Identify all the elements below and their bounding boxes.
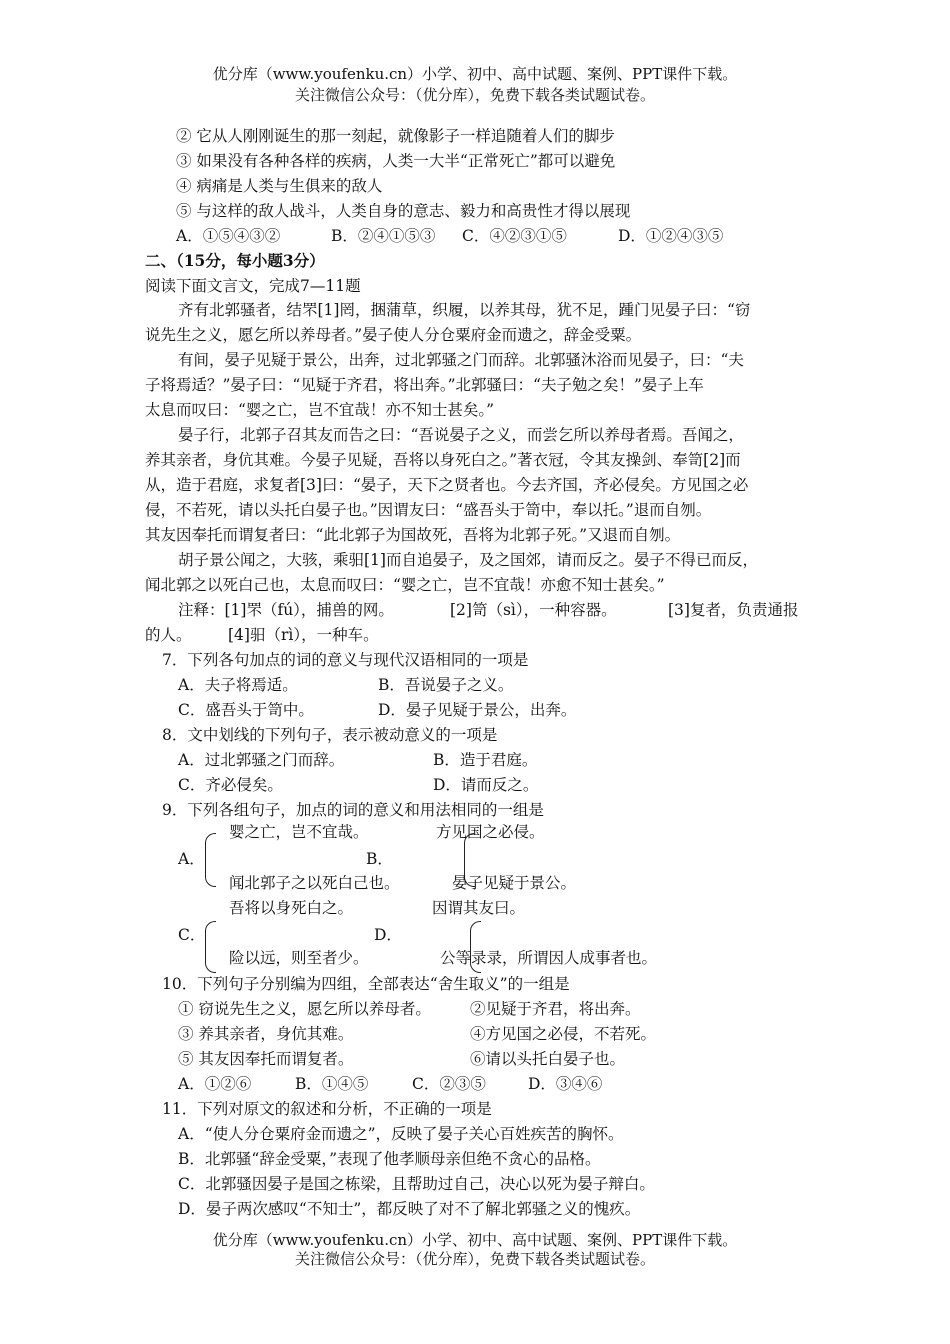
q6-sentence-4: ④ 病痛是人类与生俱来的敌人 bbox=[176, 177, 383, 195]
q9-c-label: C． bbox=[178, 926, 206, 944]
q9-a-brace bbox=[205, 833, 216, 887]
q6-sentence-3: ③ 如果没有各种各样的疾病，人类一大半“正常死亡”都可以避免 bbox=[176, 152, 616, 170]
q8-stem: 8．文中划线的下列句子，表示被动意义的一项是 bbox=[162, 726, 498, 744]
q10-option-d: D．③④⑥ bbox=[528, 1075, 603, 1093]
q7-option-d: D．晏子见疑于景公，出奔。 bbox=[378, 701, 577, 719]
passage-p2-line-2: 子将焉适？”晏子曰：“见疑于齐君，将出奔。”北郭骚曰：“夫子勉之矣！”晏子上车 bbox=[145, 376, 704, 394]
q10-item-3: ③ 养其亲者，身伉其难。 bbox=[178, 1025, 354, 1043]
header-line-2: 关注微信公众号：（优分库），免费下载各类试题试卷。 bbox=[294, 86, 655, 104]
q9-d-line-1: 因谓其友曰。 bbox=[432, 899, 526, 917]
q10-item-5: ⑤ 其友因奉托而谓复者。 bbox=[178, 1050, 354, 1068]
q11-option-d: D．晏子两次感叹“不知士”，都反映了对不了解北郭骚之义的愧疚。 bbox=[178, 1200, 641, 1218]
q6-option-d: D．①②④③⑤ bbox=[618, 227, 724, 245]
section-intro: 阅读下面文言文，完成7—11题 bbox=[145, 277, 361, 295]
q7-stem: 7．下列各句加点的词的意义与现代汉语相同的一项是 bbox=[162, 651, 529, 669]
section-title: 二、（15分，每小题3分） bbox=[145, 251, 325, 270]
q10-item-1: ① 窃说先生之义，愿乞所以养母者。 bbox=[178, 1000, 431, 1018]
passage-p4-line-2: 闻北郭之以死白己也，太息而叹曰：“婴之亡，岂不宜哉！亦愈不知士甚矣。” bbox=[145, 576, 665, 594]
q9-b-label: B． bbox=[366, 850, 393, 868]
note-3-cont: 的人。 bbox=[145, 626, 192, 644]
q9-a-label: A． bbox=[178, 850, 205, 868]
passage-p2-line-3: 太息而叹曰：“婴之亡，岂不宜哉！亦不知士甚矣。” bbox=[145, 401, 495, 419]
footer-line-1: 优分库（www.youfenku.cn）小学、初中、高中试题、案例、PPT课件下载。 bbox=[212, 1231, 738, 1249]
passage-p3-line-2: 养其亲者，身伉其难。今晏子见疑，吾将以身死白之。”著衣冠，令其友操剑、奉笥[2]而 bbox=[145, 451, 741, 469]
passage-p4-line-1: 胡子景公闻之，大骇，乘驲[1]而自追晏子，及之国郊，请而反之。晏子不得已而反， bbox=[178, 551, 758, 569]
q10-option-a: A．①②⑥ bbox=[178, 1075, 252, 1093]
q10-option-c: C．②③⑤ bbox=[412, 1075, 486, 1093]
q11-option-c: C．北郭骚因晏子是国之栋梁，且帮助过自己，决心以死为晏子辩白。 bbox=[178, 1175, 655, 1193]
q11-stem: 11．下列对原文的叙述和分析，不正确的一项是 bbox=[162, 1100, 492, 1118]
q7-option-a: A．夫子将焉适。 bbox=[178, 676, 298, 694]
q8-option-c: C．齐必侵矣。 bbox=[178, 776, 283, 794]
q6-sentence-2: ② 它从人刚刚诞生的那一刻起，就像影子一样追随着人们的脚步 bbox=[176, 127, 615, 145]
q9-c-brace bbox=[205, 921, 216, 973]
note-2: [2]笥（sì），一种容器。 bbox=[450, 601, 617, 619]
q8-option-b: B．造于君庭。 bbox=[433, 751, 538, 769]
q6-sentence-5: ⑤ 与这样的敌人战斗，人类自身的意志、毅力和高贵性才得以展现 bbox=[176, 202, 631, 220]
note-1: 注释：[1]罘（fú），捕兽的网。 bbox=[178, 601, 394, 619]
q7-option-b: B．吾说晏子之义。 bbox=[378, 676, 514, 694]
q6-option-c: C．④②③①⑤ bbox=[462, 227, 567, 245]
q8-option-a: A．过北郭骚之门而辞。 bbox=[178, 751, 345, 769]
q9-a-line-1: 婴之亡，岂不宜哉。 bbox=[229, 823, 369, 841]
q8-option-d: D．请而反之。 bbox=[433, 776, 539, 794]
q9-c-line-1: 吾将以身死白之。 bbox=[229, 899, 354, 917]
passage-p1-line-1: 齐有北郭骚者，结罘[1]罔，捆蒲草，织履，以养其母，犹不足，踵门见晏子曰：“窃 bbox=[178, 301, 751, 319]
q9-b-line-1: 方见国之必侵。 bbox=[436, 823, 545, 841]
q9-stem: 9．下列各组句子，加点的词的意义和用法相同的一组是 bbox=[162, 801, 544, 819]
footer-line-2: 关注微信公众号：（优分库），免费下载各类试题试卷。 bbox=[294, 1250, 655, 1268]
q7-option-c: C．盛吾头于笥中。 bbox=[178, 701, 314, 719]
q10-item-4: ④方见国之必侵，不若死。 bbox=[470, 1025, 657, 1043]
passage-p3-line-5: 其友因奉托而谓复者曰：“此北郭子为国故死，吾将为北郭子死。”又退而自刎。 bbox=[145, 526, 681, 544]
q11-option-a: A．“使人分仓粟府金而遗之”，反映了晏子关心百姓疾苦的胸怀。 bbox=[178, 1125, 624, 1143]
note-4: [4]驲（rì），一种车。 bbox=[228, 626, 379, 644]
q10-item-6: ⑥请以头托白晏子也。 bbox=[470, 1050, 626, 1068]
q9-b-line-2: 晏子见疑于景公。 bbox=[452, 874, 577, 892]
q10-item-2: ②见疑于齐君，将出奔。 bbox=[470, 1000, 641, 1018]
note-3: [3]复者，负责通报 bbox=[668, 601, 799, 619]
q6-option-a: A．①⑤④③② bbox=[176, 227, 281, 245]
q10-stem: 10．下列句子分别编为四组，全部表达“舍生取义”的一组是 bbox=[162, 975, 570, 993]
passage-p3-line-3: 从，造于君庭，求复者[3]曰：“晏子，天下之贤者也。今去齐国，齐必侵矣。方见国之必 bbox=[145, 476, 749, 494]
passage-p3-line-1: 晏子行，北郭子召其友而告之曰：“吾说晏子之义，而尝乞所以养母者焉。吾闻之， bbox=[178, 426, 744, 444]
passage-p2-line-1: 有间，晏子见疑于景公，出奔，过北郭骚之门而辞。北郭骚沐浴而见晏子，曰：“夫 bbox=[178, 351, 744, 369]
q9-c-line-2: 险以远，则至者少。 bbox=[229, 949, 369, 967]
q9-d-label: D． bbox=[374, 926, 402, 944]
q11-option-b: B．北郭骚“辞金受粟，”表现了他孝顺母亲但绝不贪心的品格。 bbox=[178, 1150, 601, 1168]
q9-d-line-2: 公等录录，所谓因人成事者也。 bbox=[440, 949, 658, 967]
passage-p1-line-2: 说先生之义，愿乞所以养母者。”晏子使人分仓粟府金而遗之，辞金受粟。 bbox=[145, 326, 642, 344]
passage-p3-line-4: 侵，不若死，请以头托白晏子也。”因谓友曰：“盛吾头于笥中，奉以托。”退而自刎。 bbox=[145, 501, 712, 519]
q9-a-line-2: 闻北郭子之以死白己也。 bbox=[229, 874, 400, 892]
q6-option-b: B．②④①⑤③ bbox=[331, 227, 436, 245]
q10-option-b: B．①④⑤ bbox=[295, 1075, 369, 1093]
header-line-1: 优分库（www.youfenku.cn）小学、初中、高中试题、案例、PPT课件下载。 bbox=[212, 65, 738, 83]
